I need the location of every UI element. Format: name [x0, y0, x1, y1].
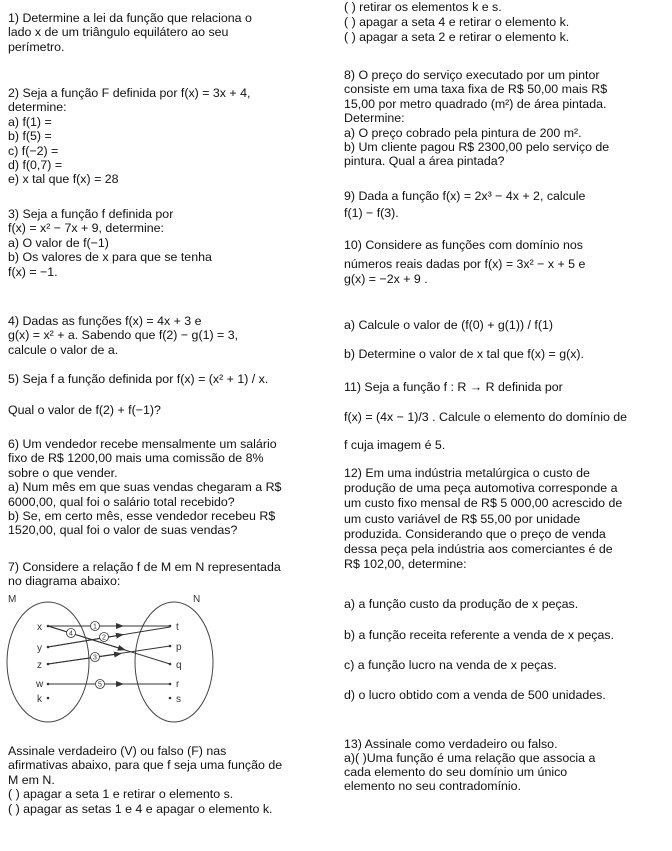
text-line: f cuja imagem é 5.: [344, 438, 446, 452]
text-line: afirmativas abaixo, para que f seja uma função de: [8, 758, 283, 773]
element-r: r: [176, 679, 180, 690]
text-line: consiste em uma taxa fixa de R$ 50,00 mais R$: [344, 82, 608, 97]
text-line: R$ 102,00, determine:: [344, 557, 467, 572]
text-line: pintura. Qual a área pintada?: [344, 154, 505, 169]
question-6: [8, 437, 320, 538]
text-line: e) x tal que f(x) = 28: [8, 172, 119, 187]
text-line: f(x) = x² − 7x + 9, determine:: [8, 221, 164, 236]
text-line: sobre o que vender.: [8, 465, 118, 480]
question-7-options-cont: [344, 0, 664, 45]
text-line: b) Os valores de x para que se tenha: [8, 250, 212, 265]
relation-diagram: [0, 590, 230, 725]
text-line: a) a função custo da produção de x peças.: [344, 597, 579, 611]
text-line: f(x) = (4x − 1)/3 . Calcule o elemento do domínio de: [344, 410, 628, 424]
question-9: [344, 188, 664, 222]
question-5: [8, 372, 320, 386]
text-line: números reais dadas por f(x) = 3x² − x + 5 e: [344, 257, 586, 271]
question-12-b: [344, 628, 664, 642]
text-line: a) Num mês em que suas vendas chegaram a R$: [8, 480, 282, 495]
text-line: ( ) apagar a seta 2 e retirar o elemento k.: [344, 30, 570, 44]
text-line: g(x) = −2x + 9 .: [344, 272, 428, 286]
element-q: q: [176, 660, 182, 671]
arrow-label-2: 2: [102, 634, 106, 642]
text-line: ( ) apagar a seta 1 e retirar o elemento s.: [8, 787, 234, 802]
question-4: [8, 314, 320, 357]
text-line: 10) Considere as funções com domínio nos: [344, 238, 583, 252]
element-w: w: [36, 679, 44, 690]
text-line: um custo variável de R$ 55,00 por unidade: [344, 511, 581, 526]
arrow-label-1: 1: [93, 623, 97, 631]
text-line: 9) Dada a função f(x) = 2x³ − 4x + 2, calcule: [344, 189, 586, 203]
text-line: a)( )Uma função é uma relação que associa a: [344, 751, 596, 765]
text-line: 12) Em uma indústria metalúrgica o custo de: [344, 466, 590, 480]
text-line: a) f(1) =: [8, 114, 52, 129]
question-1: [8, 11, 320, 54]
question-2: [8, 86, 320, 187]
text-line: 1) Determine a lei da função que relaciona o: [8, 11, 252, 25]
set-m-ellipse: [7, 602, 89, 722]
text-line: a) Calcule o valor de (f(0) + g(1)) / f(1): [344, 318, 553, 332]
question-10-g: [344, 272, 664, 286]
question-13: [344, 737, 664, 793]
text-line: 2) Seja a função F definida por f(x) = 3x + 4,: [8, 86, 251, 100]
text-line: ( ) retirar os elementos k e s.: [344, 0, 502, 14]
text-line: cada elemento do seu domínio um único: [344, 765, 568, 779]
text-line: no diagrama abaixo:: [8, 574, 121, 589]
text-line: Determine:: [344, 111, 405, 126]
text-line: b) a função receita referente a venda de x peças.: [344, 628, 615, 642]
text-line: b) f(5) =: [8, 129, 52, 144]
text-line: 6000,00, qual foi o salário total recebido?: [8, 494, 235, 509]
element-p: p: [176, 642, 182, 653]
text-line: 15,00 por metro quadrado (m²) de área pintada.: [344, 96, 607, 111]
arrow-label-5: 5: [98, 681, 102, 689]
text-line: ( ) apagar as setas 1 e 4 e apagar o elemento k.: [8, 801, 273, 816]
question-11-end: [344, 438, 664, 452]
text-line: g(x) = x² + a. Sabendo que f(2) − g(1) = 3,: [8, 328, 239, 343]
text-line: b) Determine o valor de x tal que f(x) = g(x).: [344, 347, 584, 361]
text-line: b) Se, em certo mês, esse vendedor recebeu R$: [8, 509, 276, 524]
text-line: 11) Seja a função f : R → R definida por: [344, 380, 563, 394]
text-line: 8) O preço do serviço executado por um pintor: [344, 68, 600, 82]
question-10-b: [344, 347, 664, 361]
element-s: s: [176, 694, 181, 705]
text-line: um custo fixo mensal de R$ 5 000,00 acrescido de: [344, 496, 623, 511]
text-line: ( ) apagar a seta 4 e retirar o elemento k.: [344, 15, 570, 29]
question-12-d: [344, 688, 664, 702]
question-8: [344, 68, 664, 169]
text-line: elemento no seu contradomínio.: [344, 779, 522, 793]
set-m-label: M: [8, 594, 17, 605]
question-10-a: [344, 318, 664, 332]
text-line: d) f(0,7) =: [8, 158, 63, 173]
text-line: 5) Seja f a função definida por f(x) = (x² + 1) / x.: [8, 372, 269, 386]
set-n-label: N: [193, 594, 201, 605]
question-10: [344, 236, 664, 274]
text-line: 7) Considere a relação f de M em N representada: [8, 560, 281, 574]
element-z: z: [37, 660, 42, 671]
question-7-options: [8, 744, 320, 816]
question-12-a: [344, 597, 664, 611]
text-line: c) f(−2) =: [8, 143, 59, 158]
text-line: d) o lucro obtido com a venda de 500 unidades.: [344, 688, 606, 702]
text-line: perímetro.: [8, 39, 65, 54]
text-line: 13) Assinale como verdadeiro ou falso.: [344, 737, 558, 751]
text-line: calcule o valor de a.: [8, 342, 119, 357]
text-line: 6) Um vendedor recebe mensalmente um salário: [8, 437, 277, 451]
text-line: a) O valor de f(−1): [8, 235, 109, 250]
question-11: [344, 380, 664, 394]
question-5-ask: [8, 403, 320, 417]
text-line: Qual o valor de f(2) + f(−1)?: [8, 403, 161, 417]
text-line: c) a função lucro na venda de x peças.: [344, 658, 557, 672]
text-line: fixo de R$ 1200,00 mais uma comissão de 8%: [8, 451, 264, 466]
text-line: produzida. Considerando que o preço de venda: [344, 526, 606, 541]
text-line: f(x) = −1.: [8, 264, 58, 279]
question-3: [8, 207, 320, 279]
set-n-ellipse: [135, 602, 213, 722]
text-line: M em N.: [8, 772, 55, 787]
text-line: produção de uma peça automotiva corresponde a: [344, 481, 618, 496]
arrow-label-3: 3: [93, 654, 97, 662]
question-11-f: [344, 410, 664, 424]
text-line: determine:: [8, 100, 67, 115]
text-line: lado x de um triângulo equilátero ao seu: [8, 25, 229, 40]
text-line: f(1) − f(3).: [344, 206, 399, 220]
question-12-c: [344, 658, 664, 672]
question-12: [344, 466, 664, 572]
text-line: Assinale verdadeiro (V) ou falso (F) nas: [8, 744, 227, 758]
text-line: 4) Dadas as funções f(x) = 4x + 3 e: [8, 314, 202, 328]
element-y: y: [37, 643, 42, 654]
text-line: b) Um cliente pagou R$ 2300,00 pelo serviço de: [344, 140, 610, 155]
element-k: k: [37, 694, 42, 705]
text-line: dessa peça pela indústria aos comerciantes é de: [344, 542, 613, 557]
element-x: x: [37, 622, 42, 633]
text-line: 1520,00, qual foi o valor de suas vendas?: [8, 523, 238, 538]
question-7: [8, 560, 320, 589]
element-t: t: [176, 622, 179, 633]
text-line: 3) Seja a função f definida por: [8, 207, 174, 221]
text-line: a) O preço cobrado pela pintura de 200 m².: [344, 125, 582, 140]
arrow-label-4: 4: [69, 630, 73, 638]
